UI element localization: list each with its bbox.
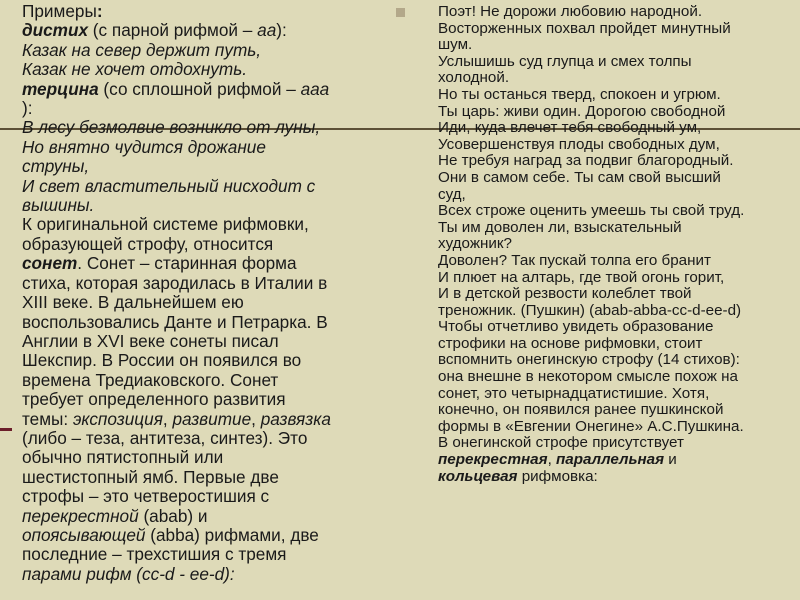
verse-line: шум.: [438, 36, 473, 54]
term-parallel-rhyme: параллельная: [556, 451, 665, 469]
verse-line: И плюет на алтарь, где твой огонь горит,: [438, 268, 725, 286]
text-line: перекрестной (abab) и: [22, 505, 208, 526]
text-line: В онегинской строфе присутствует: [438, 434, 684, 452]
left-text-column: [22, 2, 408, 584]
text-line: строфики на основе рифмовки, стоит: [438, 334, 703, 352]
verse-line: Но ты останься тверд, спокоен и угрюм.: [438, 85, 721, 103]
right-text-column: [438, 4, 800, 485]
text-line: времена Тредиаковского. Сонет: [22, 369, 279, 390]
verse-line: Не требуя наград за подвиг благородный.: [438, 152, 734, 170]
text-line: перекрестная, параллельная и: [438, 451, 677, 469]
verse-line: художник?: [438, 235, 512, 253]
verse-line: Всех строже оценить умеешь ты свой труд.: [438, 202, 745, 220]
text-line: образующей строфу, относится: [22, 233, 274, 254]
verse-line: холодной.: [438, 69, 510, 87]
verse-line: Иди, куда влечет тебя свободный ум,: [438, 119, 702, 137]
term-ring-rhyme: кольцевая: [438, 467, 518, 485]
text-line: терцина (со сплошной рифмой – ааа: [22, 78, 330, 99]
verse-line: Но внятно чудится дрожание: [22, 136, 266, 157]
verse-line: Ты им доволен ли, взыскательный: [438, 218, 682, 236]
text-line: кольцевая рифмовка:: [438, 467, 598, 485]
text-line: вспомнить онегинскую строфу (14 стихов):: [438, 351, 740, 369]
text-line: дистих (с парной рифмой – аа):: [22, 20, 287, 41]
text-line: ):: [22, 98, 33, 119]
bullet-square-icon: [396, 8, 405, 17]
verse-line: Они в самом себе. Ты сам свой высший: [438, 168, 721, 186]
term-cross-rhyme: перекрестная: [438, 451, 548, 469]
verse-line: струны,: [22, 156, 90, 177]
text-line: Примеры:: [22, 1, 103, 21]
text-line: обычно пятистопный или: [22, 447, 224, 468]
text-line: К оригинальной системе рифмовки,: [22, 214, 309, 235]
verse-line: Услышишь суд глупца и смех толпы: [438, 52, 692, 70]
verse-line: В лесу безмолвие возникло от луны,: [22, 117, 321, 138]
verse-line: Усовершенствуя плоды свободных дум,: [438, 135, 720, 153]
verse-line: Доволен? Так пускай толпа его бранит: [438, 251, 711, 269]
verse-line: Казак не хочет отдохнуть.: [22, 59, 248, 80]
term-sonnet: сонет: [22, 253, 78, 274]
text-line: XIII веке. В дальнейшем ею: [22, 292, 244, 313]
text-line: она внешне в некотором смысле похож на: [438, 368, 738, 386]
verse-line: Казак на север держит путь,: [22, 39, 262, 60]
term-terza-rima: терцина: [22, 78, 99, 99]
verse-line: суд,: [438, 185, 466, 203]
text-line: Англии в XVI веке сонеты писал: [22, 330, 279, 351]
verse-line: Восторженных похвал пройдет минутный: [438, 19, 731, 37]
text-line: Шекспир. В России он появился во: [22, 350, 302, 371]
text-line: требует определенного развития: [22, 389, 286, 410]
text-line: (либо – теза, антитеза, синтез). Это: [22, 427, 308, 448]
text-line: сонет. Сонет – старинная форма: [22, 253, 297, 274]
term-distich: дистих: [22, 20, 89, 41]
text-line: последние – трехстишия с тремя: [22, 544, 287, 565]
text-line: опоясывающей (abba) рифмами, две: [22, 524, 319, 545]
text-line: парами рифм (cc-d - ee-d):: [22, 563, 235, 584]
text-line: Чтобы отчетливо увидеть образование: [438, 318, 714, 336]
text-line: формы в «Евгении Онегине» А.С.Пушкина.: [438, 417, 744, 435]
text-line: конечно, он появился ранее пушкинской: [438, 401, 724, 419]
verse-line: И в детской резвости колеблет твой: [438, 285, 692, 303]
verse-line: И свет властительный нисходит с: [22, 175, 316, 196]
text-line: воспользовались Данте и Петрарка. В: [22, 311, 328, 332]
verse-line: треножник. (Пушкин) (abab-abba-cc-d-ee-d): [438, 301, 742, 319]
text-line: стиха, которая зародилась в Италии в: [22, 272, 328, 293]
verse-line: вышины.: [22, 195, 95, 216]
text-line: строфы – это четверостишия с: [22, 486, 270, 507]
text-line: темы: экспозиция, развитие, развязка: [22, 408, 331, 429]
text-line: сонет, это четырнадцатистишие. Хотя,: [438, 384, 710, 402]
text-line: шестистопный ямб. Первые две: [22, 466, 279, 487]
verse-line: Ты царь: живи один. Дорогою свободной: [438, 102, 726, 120]
accent-rule: [0, 428, 12, 431]
verse-line: Поэт! Не дорожи любовию народной.: [438, 4, 703, 20]
